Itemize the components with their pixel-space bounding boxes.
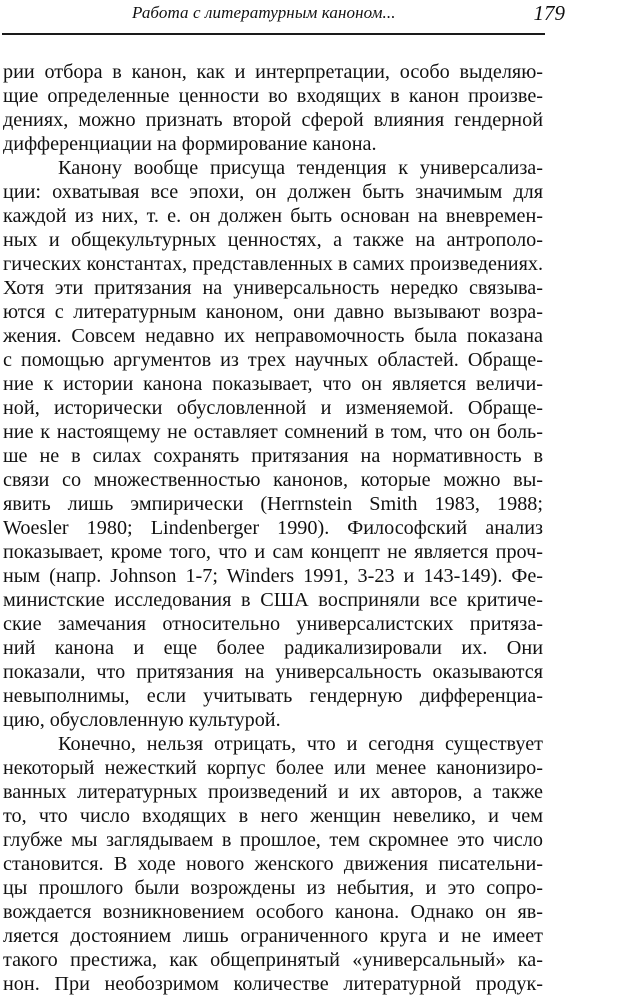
- text-line: гических константах, представленных в самих произведениях.: [3, 253, 543, 275]
- text-line: ний канона и еще более радикализировали их. Они: [3, 637, 543, 659]
- text-line: глубже мы заглядываем в прошлое, тем скромнее это число: [3, 829, 543, 851]
- text-line: ские замечания относительно универсалистских притяза-: [3, 613, 543, 635]
- text-line: такого престижа, как общепринятый «универсальный» ка-: [3, 949, 543, 971]
- paragraph-first-line: Конечно, нельзя отрицать, что и сегодня существует: [58, 733, 543, 755]
- text-line: рии отбора в канон, как и интерпретации, особо выделяю-: [3, 61, 543, 83]
- text-line: то, что число входящих в него женщин невелико, и чем: [3, 805, 543, 827]
- text-line: жения. Совсем недавно их неправомочность была показана: [3, 325, 543, 347]
- page-number: 179: [533, 1, 565, 25]
- running-title: Работа с литературным каноном...: [132, 3, 396, 22]
- text-line: с помощью аргументов из трех научных областей. Обраще-: [3, 349, 543, 371]
- text-line: дифференциации на формирование канона.: [3, 133, 377, 155]
- text-line: дениях, можно признать второй сферой влияния гендерной: [3, 109, 543, 131]
- text-line: ние к настоящему не оставляет сомнений в том, что он боль-: [3, 421, 543, 443]
- text-line: щие определенные ценности во входящих в канон произве-: [3, 85, 543, 107]
- header-rule: [2, 33, 545, 35]
- text-line: становится. В ходе нового женского движения писательни-: [3, 853, 543, 875]
- text-line: ше не в силах сохранять притязания на нормативность в: [3, 445, 543, 467]
- text-line: невыполнимы, если учитывать гендерную дифференциа-: [3, 685, 543, 707]
- text-line: цию, обусловленную культурой.: [3, 709, 281, 731]
- text-line: ции: охватывая все эпохи, он должен быть значимым для: [3, 181, 543, 203]
- text-line: явить лишь эмпирически (Herrnstein Smith 1983, 1988;: [3, 493, 543, 515]
- text-line: ляется достоянием лишь ограниченного круга и не имеет: [3, 925, 543, 947]
- text-line: ванных литературных произведений и их авторов, а также: [3, 781, 543, 803]
- text-line: ются с литературным каноном, они давно вызывают возра-: [3, 301, 543, 323]
- text-line: показывает, кроме того, что и сам концепт не является проч-: [3, 541, 543, 563]
- text-line: ной, исторически обусловленной и изменяемой. Обраще-: [3, 397, 543, 419]
- text-line: цы прошлого были возрождены из небытия, и это сопро-: [3, 877, 543, 899]
- text-line: нон. При необозримом количестве литературной продук-: [3, 973, 543, 995]
- paragraph-first-line: Канону вообще присуща тенденция к универсализа-: [58, 157, 543, 179]
- text-line: ным (напр. Johnson 1-7; Winders 1991, 3-23 и 143-149). Фе-: [3, 565, 543, 587]
- text-line: каждой из них, т. е. он должен быть основан на вневремен-: [3, 205, 543, 227]
- body-text: [3, 60, 543, 996]
- text-line: Хотя эти притязания на универсальность нередко связыва-: [3, 277, 543, 299]
- text-line: некоторый нежесткий корпус более или менее канонизиро-: [3, 757, 543, 779]
- text-line: Woesler 1980; Lindenberger 1990). Философский анализ: [3, 517, 543, 539]
- running-head: [0, 0, 620, 34]
- text-line: связи со множественностью канонов, которые можно вы-: [3, 469, 543, 491]
- text-line: министские исследования в США восприняли все критиче-: [3, 589, 543, 611]
- text-line: ных и общекультурных ценностях, а также на антрополо-: [3, 229, 543, 251]
- text-line: вождается возникновением особого канона. Однако он яв-: [3, 901, 543, 923]
- text-line: ние к истории канона показывает, что он является величи-: [3, 373, 543, 395]
- text-line: показали, что притязания на универсальность оказываются: [3, 661, 543, 683]
